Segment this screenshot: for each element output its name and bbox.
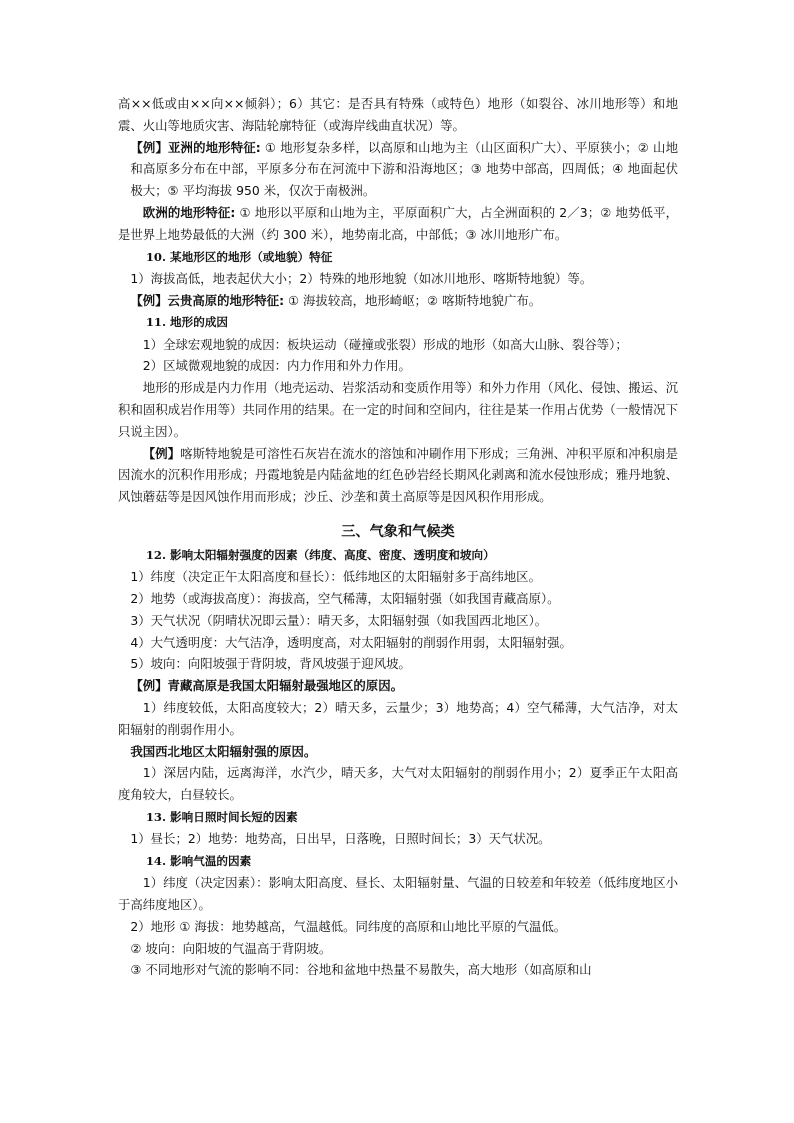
example-qinghai-tibet-label: 【例】青藏高原是我国太阳辐射最强地区的原因。 [130, 678, 403, 694]
example-label: 【例】亚洲的地形特征: [130, 139, 261, 155]
paragraph-10: 1）海拔高低，地表起伏大小；2）特殊的地形地貌（如冰川地形、喀斯特地貌）等。 [130, 270, 593, 286]
paragraph-14b: 2）地形 ① 海拔：地势越高，气温越低。同纬度的高原和山地比平原的气温低。 [130, 918, 567, 934]
list-item: 3）天气状况（阴晴状况即云量）：晴天多，太阳辐射强（如我国西北地区）。 [130, 612, 548, 628]
example-asia [118, 137, 678, 202]
document-page [118, 93, 678, 981]
heading-11: 11. 地形的成因 [145, 315, 229, 330]
section-title: 三、气象和气候类 [341, 523, 455, 540]
example-text: 喀斯特地貌是可溶性石灰岩在流水的溶蚀和冲刷作用下形成；三角洲、冲积平原和冲积扇是因流水的沉积作用形成；丹霞地貌是内陆盆地的红色砂岩经长期风化剥离和流水侵蚀形成；雅丹地貌、风蚀蘑菇等是因风蚀作用而形成；沙丘、沙垄和黄土高原等是因风积作用形成。 [118, 445, 678, 505]
list-item: 1）纬度（决定正午太阳高度和昼长）：低纬地区的太阳辐射多于高纬地区。 [130, 569, 541, 585]
paragraph-14d: ③ 不同地形对气流的影响不同：谷地和盆地中热量不易散失，高大地形（如高原和山 [130, 962, 592, 978]
example-text: ① 地形以平原和山地为主，平原面积广大，占全洲面积的 2／3；② 地势低平，是世界上地势最低的大洲（约 300 米），地势南北高，中部低；③ 冰川地形广布。 [118, 204, 678, 242]
example-text: ① 海拔较高，地形崎岖；② 喀斯特地貌广布。 [288, 292, 542, 308]
paragraph-11a: 1）全球宏观地貌的成因：板块运动（碰撞或张裂）形成的地形（如高大山脉、裂谷等）； [142, 336, 628, 352]
paragraph-11c: 地形的形成是内力作用（地壳运动、岩浆活动和变质作用等）和外力作用（风化、侵蚀、搬运、沉积和固积成岩作用等）共同作用的结果。在一定的时间和空间内，往往是某一作用占优势（一般情况下只说主因）。 [118, 380, 678, 439]
paragraph-14a: 1）纬度（决定因素）：影响太阳高度、昼长、太阳辐射量、气温的日较差和年较差（低纬度地区小于高纬度地区）。 [118, 875, 678, 912]
heading-10: 10. 某地形区的地形（或地貌）特征 [145, 249, 333, 264]
example-yungui [118, 290, 678, 312]
list-item: 4）大气透明度：大气洁净，透明度高，对太阳辐射的削弱作用弱，太阳辐射强。 [130, 634, 572, 650]
paragraph-14c: ② 坡向：向阳坡的气温高于背阴坡。 [130, 940, 332, 956]
example-qinghai-tibet-text: 1）纬度较低，太阳高度较大；2）晴天多，云量少；3）地势高；4）空气稀薄，大气洁净，对太阳辐射的削弱作用小。 [118, 699, 678, 737]
example-label: 欧洲的地形特征: [142, 204, 236, 220]
list-item: 5）坡向：向阳坡强于背阴坡，背风坡强于迎风坡。 [130, 656, 411, 672]
paragraph-intro: 高××低或由××向××倾斜）；6）其它：是否具有特殊（或特色）地形（如裂谷、冰川地形等）和地震、火山等地质灾害、海陆轮廓特征（或海岸线曲直状况）等。 [118, 96, 678, 133]
heading-14: 14. 影响气温的因素 [145, 853, 252, 868]
example-label: 【例】云贵高原的地形特征: [130, 292, 285, 308]
heading-12: 12. 影响太阳辐射强度的因素（纬度、高度、密度、透明度和坡向） [145, 547, 495, 562]
example-label: 【例】 [142, 445, 181, 461]
example-text: ① 地形复杂多样，以高原和山地为主（山区面积广大）、平原狭小；② 山地和高原多分布在中部，平原多分布在河流中下游和沿海地区；③ 地势中部高，四周低；④ 地面起伏极大；⑤ 平均海拔 950 米，仅次于南极洲。 [130, 139, 678, 199]
paragraph-13: 1）昼长；2）地势：地势高，日出早，日落晚，日照时间长；3）天气状况。 [130, 831, 551, 847]
northwest-text: 1）深居内陆，远离海洋，水汽少，晴天多，大气对太阳辐射的削弱作用小；2）夏季正午太阳高度角较大，白昼较长。 [118, 765, 678, 803]
northwest-label: 我国西北地区太阳辐射强的原因。 [130, 743, 317, 759]
example-europe [118, 202, 678, 246]
list-item: 2）地势（或海拔高度）：海拔高，空气稀薄，太阳辐射强（如我国青藏高原）。 [130, 590, 560, 606]
paragraph-11b: 2）区域微观地貌的成因：内力作用和外力作用。 [142, 358, 411, 374]
example-karst [118, 443, 678, 508]
heading-13: 13. 影响日照时间长短的因素 [145, 809, 298, 824]
